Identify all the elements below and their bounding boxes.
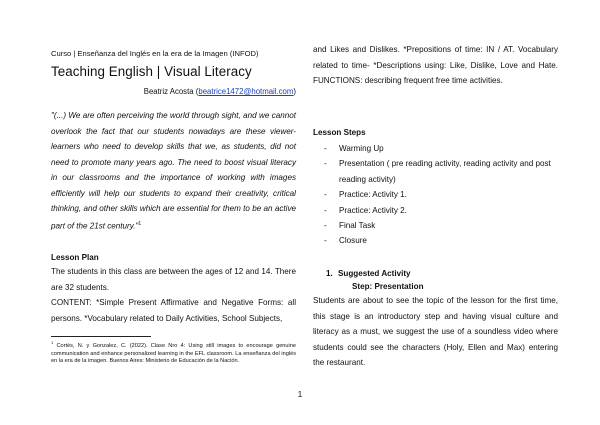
list-item [313,218,558,233]
quote-paragraph [51,108,296,234]
footnote-text: Cortés, N. y Gonzalez, C. (2022). Clase Nro 4: Using still images to encourage genuine communication and enhance personalized learning in the EFL classroom. La enseñanza del inglés en la era de la imagen. Buenos Aires: Ministerio de Educación de la Nación. [51,342,296,365]
footnote [51,339,296,366]
lesson-plan-intro: The students in this class are between the ages of 12 and 14. There are 32 students. [51,267,296,292]
list-item [313,203,558,218]
list-item [313,141,558,156]
quote-text: "(...) We are often perceiving the world through sight, and we cannot overlook the fact that our students nowadays are these viewer-learners who need to develop skills that we, as students, did not need to promote many years ago. The need to boost visual literacy in our classrooms and the importance of working with images efficiently will help our students to expand their creativity, critical thinking, and other skills which are essential for them to be an active part of the 21st century." [51,111,296,231]
bullet-dash: - [324,236,327,246]
step-label: Final Task [339,221,376,231]
author-email-link[interactable]: beatrice1472@hotmail.com [198,87,294,96]
author-line [144,87,296,96]
step-label: Presentation ( pre reading activity, reading activity and post reading activity) [339,159,551,184]
step-label: Practice: Activity 2. [339,205,407,215]
step-label: Practice: Activity 1. [339,190,407,200]
activity-number: 1. [326,269,333,278]
activity-step: Step: Presentation [352,282,424,291]
bullet-dash: - [324,221,327,231]
lesson-steps-heading: Lesson Steps [313,128,366,137]
author-close: ) [293,87,296,96]
list-item [313,233,558,248]
bullet-dash: - [324,144,327,153]
activity-title: Suggested Activity [338,269,411,278]
step-label: Closure [339,236,367,246]
lesson-plan-content-continued: and Likes and Dislikes. *Prepositions of time: IN / AT. Vocabulary related to time- *Descriptions using: Like, Dislike, Love and Hate. [313,45,558,70]
page-number: 1 [297,390,303,399]
course-line: Curso | Enseñanza del Inglés en la era de la Imagen (INFOD) [51,49,259,58]
step-label: Warming Up [339,144,384,153]
footnote-reference[interactable]: 1 [138,220,142,227]
author-name: Beatriz Acosta ( [143,87,199,96]
list-item [313,156,558,187]
lesson-plan-heading: Lesson Plan [51,253,99,262]
activity-description: Students are about to see the topic of the lesson for the first time, this stage is an introductory step and having visual culture and literacy as a must, we suggest the use of a soundless video where students could see the characters (Holy, Ellen and Max) entering the restaurant. [313,296,558,367]
bullet-dash: - [324,159,327,169]
document-title: Teaching English | Visual Literacy [51,64,252,79]
lesson-plan-content: CONTENT: *Simple Present Affirmative and Negative Forms: all persons. *Vocabulary related to Daily Activities, School Subjects, [51,298,296,323]
list-item [313,187,558,202]
bullet-dash: - [324,190,327,200]
lesson-steps-list [313,141,558,249]
footnote-mark: 1 [51,340,54,345]
lesson-plan-functions: FUNCTIONS: describing frequent free time activities. [313,76,503,85]
bullet-dash: - [324,205,327,215]
footnote-separator [51,336,151,337]
